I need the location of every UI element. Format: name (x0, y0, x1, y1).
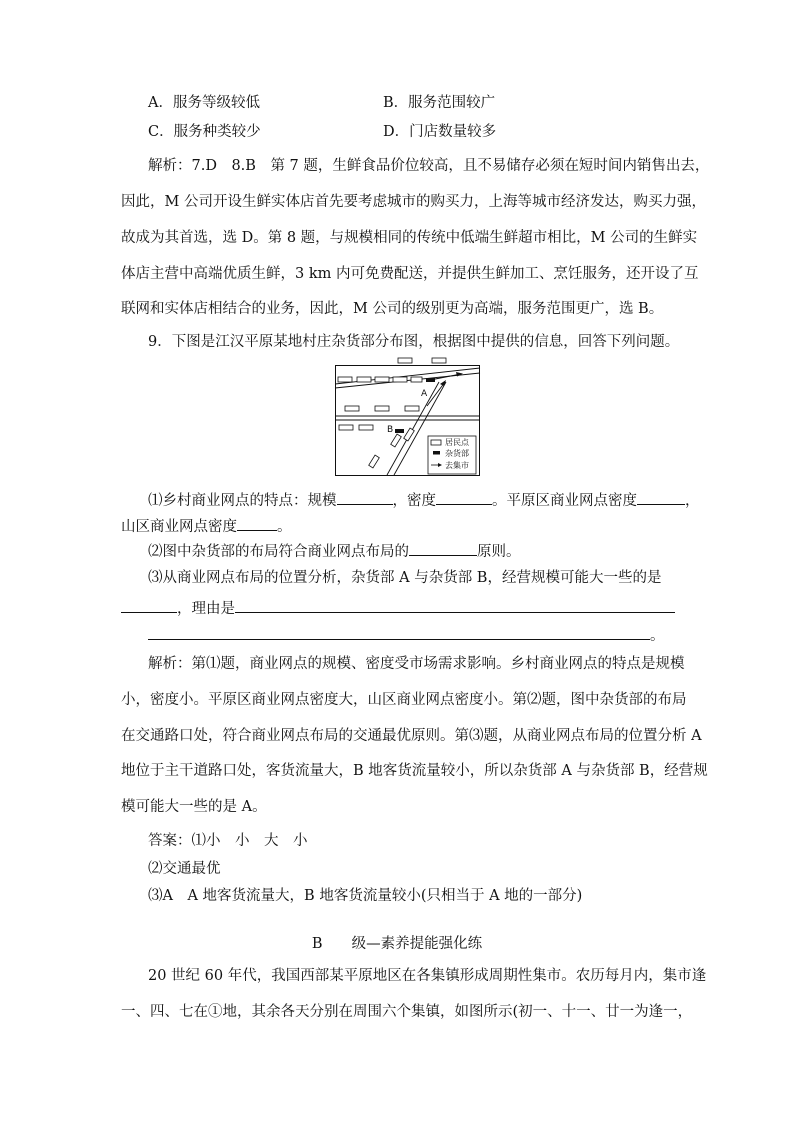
answer-line-1: 答案：⑴小 小 大 小 (148, 833, 308, 849)
intro-line-1: 20 世纪 60 年代，我国西部某平原地区在各集镇形成周期性集市。农历每月内，集市逢 (148, 968, 707, 984)
q9-part2 (148, 540, 521, 562)
legend-market: 去集市 (445, 461, 469, 470)
legend-residence: 居民点 (445, 438, 469, 447)
answer-blank[interactable] (409, 540, 477, 556)
q9-p2-text-b: 原则。 (477, 544, 521, 560)
intro-line-2: 一、四、七在①地，其余各天分别在周围六个集镇，如图所示(初一、十一、廿一为逢一， (121, 1004, 693, 1020)
village-store-map (335, 356, 481, 476)
analysis1-line-4: 体店主营中高端优质生鲜，3 km 内可免费配送，并提供生鲜加工、烹饪服务，还开设了互 (121, 266, 699, 282)
house (359, 425, 373, 430)
house (357, 377, 371, 382)
q9-part3-line3 (148, 624, 665, 646)
legend-store-icon (433, 451, 440, 455)
legend-store: 杂货部 (445, 449, 469, 458)
house (338, 377, 352, 382)
store-a-marker (426, 378, 435, 382)
q9-p2-text-a: ⑵图中杂货部的布局符合商业网点布局的 (148, 544, 409, 560)
q9-p1-text-c: 。平原区商业网点密度 (492, 493, 637, 509)
answer-blank[interactable] (237, 515, 277, 531)
house (339, 425, 353, 430)
house (432, 358, 446, 363)
q9-p1-text-f: 。 (277, 519, 292, 535)
answer-blank[interactable] (337, 489, 393, 505)
q9-p3-text-c: 。 (650, 628, 665, 644)
answer-blank[interactable] (637, 489, 685, 505)
label-a: A (421, 389, 428, 399)
q9-part3-line1: ⑶从商业网点布局的位置分析，杂货部 A 与杂货部 B，经营规模可能大一些的是 (148, 570, 662, 586)
option-c: C．服务种类较少 (148, 124, 261, 140)
q9-part1-line2 (121, 515, 292, 537)
analysis2-line-3: 在交通路口处，符合商业网点布局的交通最优原则。第⑶题，从商业网点布局的位置分析 A (121, 728, 702, 744)
answer-blank[interactable] (121, 597, 177, 613)
analysis2-line-2: 小，密度小。平原区商业网点密度大，山区商业网点密度小。第⑵题，图中杂货部的布局 (121, 692, 687, 708)
analysis2-line-4: 地位于主干道路口处，客货流量大，B 地客货流量较小，所以杂货部 A 与杂货部 B，经营规 (121, 763, 708, 779)
q9-p3-text-b: ，理由是 (177, 601, 235, 617)
answer-blank[interactable] (436, 489, 492, 505)
q9-stem: 9．下图是江汉平原某地村庄杂货部分布图，根据图中提供的信息，回答下列问题。 (148, 334, 680, 350)
house (398, 358, 412, 363)
house (411, 377, 422, 382)
q9-p1-text-d: ， (685, 493, 700, 509)
store-b-marker (395, 429, 404, 433)
legend-house-icon (431, 440, 441, 445)
analysis1-line-3: 故成为其首选，选 D。第 8 题，与规模相同的传统中低端生鲜超市相比，M 公司的生鲜实 (121, 230, 698, 246)
option-a: A．服务等级较低 (148, 95, 260, 111)
analysis2-line-1: 解析：第⑴题，商业网点的规模、密度受市场需求影响。乡村商业网点的特点是规模 (148, 656, 685, 672)
house (345, 406, 359, 411)
section-b-heading: B 级—素养提能强化练 (311, 936, 483, 952)
analysis2-line-5: 模可能大一些的是 A。 (121, 799, 267, 815)
q9-part3-line2 (121, 597, 675, 619)
house (405, 406, 419, 411)
house (393, 377, 407, 382)
house (375, 377, 389, 382)
answer-blank[interactable] (235, 597, 675, 613)
q9-p1-text-e: 山区商业网点密度 (121, 519, 237, 535)
q9-p1-text-a: ⑴乡村商业网点的特点：规模 (148, 493, 337, 509)
option-b: B．服务范围较广 (383, 95, 496, 111)
option-d: D．门店数量较多 (383, 124, 497, 140)
q9-p1-text-b: ，密度 (392, 493, 436, 509)
analysis1-line-5: 联网和实体店相结合的业务，因此，M 公司的级别更为高端，服务范围更广，选 B。 (121, 301, 664, 317)
analysis1-line-2: 因此，M 公司开设生鲜实体店首先要考虑城市的购买力，上海等城市经济发达，购买力强， (121, 194, 706, 210)
analysis1-line-1: 解析：7.D 8.B 第 7 题，生鲜食品价位较高，且不易储存必须在短时间内销售出去， (148, 158, 710, 174)
answer-line-2: ⑵交通最优 (148, 861, 221, 877)
house (375, 406, 389, 411)
q9-part1-line1 (148, 489, 700, 511)
label-b: B (387, 425, 394, 435)
answer-line-3: ⑶A A 地客货流量大，B 地客货流量较小(只相当于 A 地的一部分) (148, 888, 583, 904)
answer-blank[interactable] (148, 624, 650, 640)
